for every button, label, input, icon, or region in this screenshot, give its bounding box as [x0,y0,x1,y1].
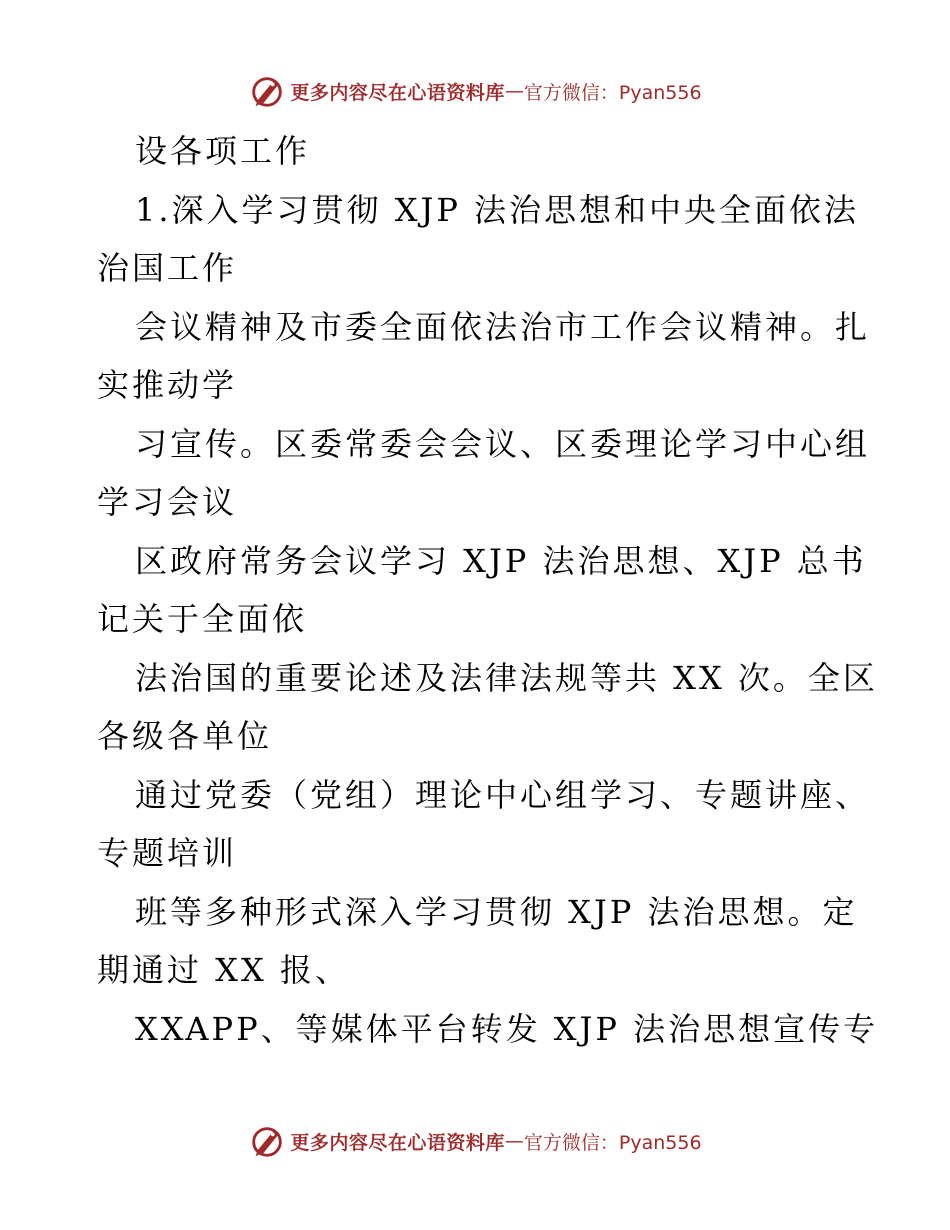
header-watermark [0,71,950,111]
watermark-contact-text: 官方微信：Pyan556 [523,1131,702,1154]
text-line: XXAPP、等媒体平台转发 XJP 法治思想宣传专 [135,1009,879,1048]
text-line: 期通过 XX 报、 [97,951,350,989]
text-line: 设各项工作 [135,132,311,170]
pen-logo-icon [248,72,286,110]
text-line: 实推动学 [97,366,238,404]
text-line: 通过党委（党组）理论中心组学习、专题讲座、 [135,775,871,814]
text-line: 法治国的重要论述及法律法规等共 XX 次。全区 [135,658,878,697]
text-line: 治国工作 [97,249,238,287]
text-line: 1.深入学习贯彻 XJP 法治思想和中央全面依法 [135,190,860,229]
watermark-brand-text: 更多内容尽在心语资料库 [290,81,505,104]
text-line: 班等多种形式深入学习贯彻 XJP 法治思想。定 [135,892,858,931]
text-line: 记关于全面依 [97,600,308,638]
text-line: 专题培训 [97,834,238,872]
footer-watermark [0,1121,950,1161]
watermark-separator: — [504,80,524,102]
pen-logo-icon [248,1122,286,1160]
watermark-separator: — [504,1130,524,1152]
watermark-brand-text: 更多内容尽在心语资料库 [290,1131,505,1154]
text-line: 区政府常务会议学习 XJP 法治思想、XJP 总书 [135,541,867,580]
text-line: 各级各单位 [97,717,273,755]
text-line: 会议精神及市委全面依法治市工作会议精神。扎 [135,307,871,346]
watermark-contact-text: 官方微信：Pyan556 [523,81,702,104]
document-body [97,122,879,1058]
text-line: 学习会议 [97,483,238,521]
text-line: 习宣传。区委常委会会议、区委理论学习中心组 [135,424,871,463]
